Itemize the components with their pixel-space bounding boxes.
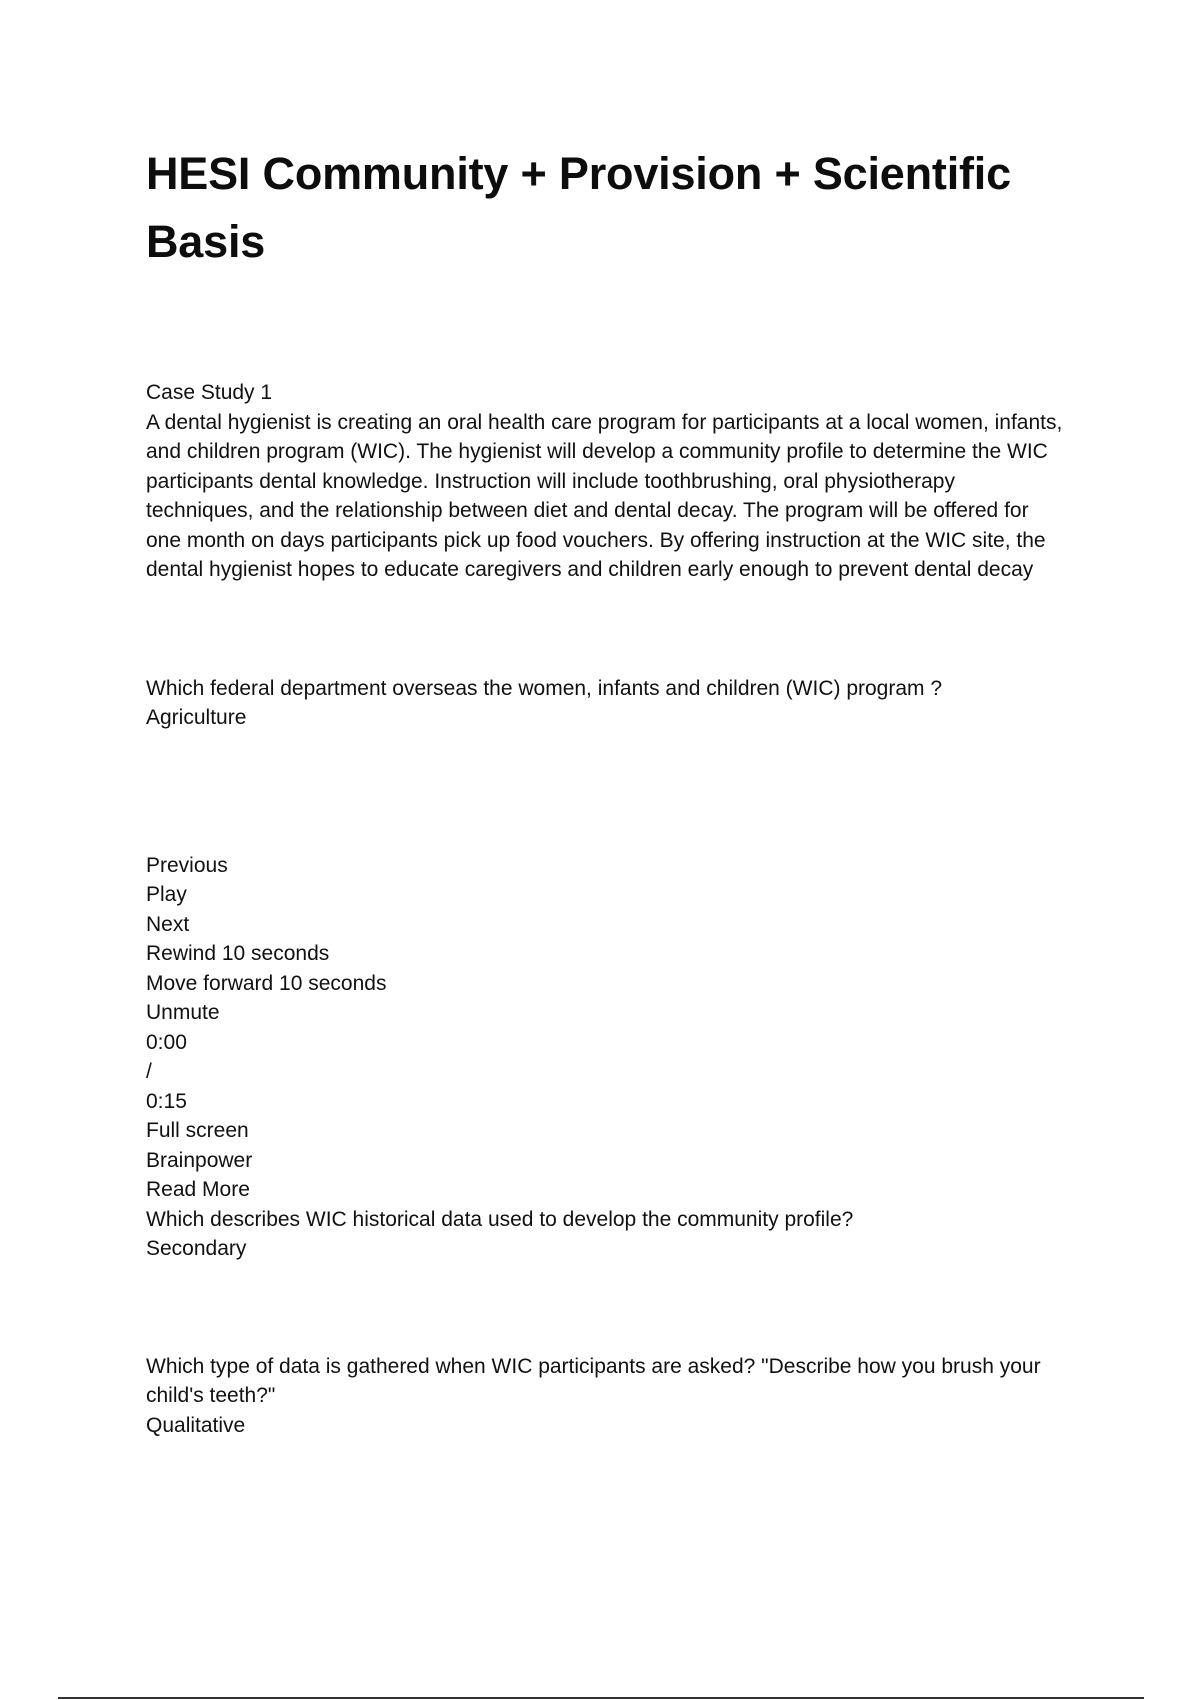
case-study-label: Case Study 1 xyxy=(146,381,273,404)
fullscreen-button[interactable]: Full screen xyxy=(146,1119,249,1142)
video-player-controls xyxy=(146,851,1066,1205)
previous-button[interactable]: Previous xyxy=(146,853,228,877)
document-page xyxy=(146,140,1066,1440)
answer-text: Secondary xyxy=(146,1237,247,1260)
question-text: Which describes WIC historical data used to develop the community profile? xyxy=(146,1207,854,1231)
forward-button[interactable]: Move forward 10 seconds xyxy=(146,971,387,995)
question-block-3 xyxy=(146,1352,1066,1441)
document-title: HESI Community + Provision + Scientific Basis xyxy=(146,148,1011,267)
case-study-body: A dental hygienist is creating an oral health care program for participants at a local women, infants, and children program (WIC). The hygienist will develop a community profile to determine the WIC participants dental knowledge. Instruction will include toothbrushing, oral physiotherapy techniques, and the relationship between diet and dental decay. The program will be offered for one month on days participants pick up food vouchers. By offering instruction at the WIC site, the dental hygienist hopes to educate caregivers and children early enough to prevent dental decay xyxy=(146,410,1063,581)
question-block-1 xyxy=(146,674,1066,733)
answer-text: Agriculture xyxy=(146,706,247,729)
time-separator: / xyxy=(146,1060,152,1083)
answer-text: Qualitative xyxy=(146,1413,246,1437)
footer-divider xyxy=(58,1697,1144,1699)
play-button[interactable]: Play xyxy=(146,883,187,906)
current-time: 0:00 xyxy=(146,1030,187,1054)
next-button[interactable]: Next xyxy=(146,912,190,936)
question-block-2 xyxy=(146,1205,1066,1264)
rewind-button[interactable]: Rewind 10 seconds xyxy=(146,942,330,965)
read-more-link[interactable]: Read More xyxy=(146,1178,250,1201)
case-study xyxy=(146,378,1066,585)
question-text: Which type of data is gathered when WIC participants are asked? "Describe how you brush your child's teeth?" xyxy=(146,1354,1041,1407)
unmute-button[interactable]: Unmute xyxy=(146,1001,220,1024)
brand-link[interactable]: Brainpower xyxy=(146,1148,253,1172)
question-text: Which federal department overseas the women, infants and children (WIC) program ? xyxy=(146,676,943,700)
duration: 0:15 xyxy=(146,1089,187,1113)
